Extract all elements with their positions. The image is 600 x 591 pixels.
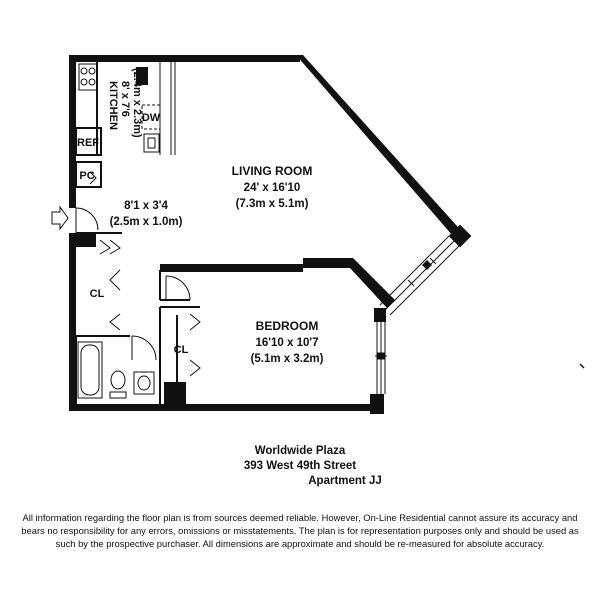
living-room-dim-metric: (7.3m x 5.1m) [235, 198, 309, 210]
bedroom-closet-label: CL [173, 344, 189, 356]
hall-post-top [76, 233, 96, 247]
bath-sink [134, 372, 154, 394]
pantry-closet-label: PC [79, 170, 95, 182]
diagonal-wall-bedroom [303, 258, 395, 308]
entry-arrow-icon [52, 207, 68, 229]
bath-post [164, 382, 186, 404]
living-room-dim: 24' x 16'10 [243, 182, 301, 194]
disclaimer-text: All information regarding the floor plan is from sources deemed reliable. However, On-Line Residential cannot assure its accuracy and bears no responsibility for any errors, omissions or misstatements. The plan is for representation purposes only and should be used as such by the prospective purchaser. All dimensions are approximate and should be re-measured for absolute accuracy. [21, 512, 579, 549]
kitchen-label [107, 68, 143, 138]
toilet [110, 371, 126, 398]
stove [79, 64, 97, 90]
wall-mark [580, 364, 584, 368]
kitchen-name: KITCHEN [107, 81, 119, 130]
bedroom-dim: 16'10 x 10'7 [255, 337, 319, 349]
dishwasher-label: DW [141, 112, 161, 124]
bedroom-dim-metric: (5.1m x 3.2m) [250, 353, 324, 365]
foyer-dim: 8'1 x 3'4 [124, 200, 168, 212]
bedroom-name: BEDROOM [255, 319, 319, 333]
window-bedroom [375, 320, 387, 394]
bathtub [78, 342, 102, 398]
kitchen-dim: 8' x 7'6 [119, 81, 131, 117]
kitchen-dim-metric: (2.4m x 2.3m) [131, 68, 143, 138]
window-diagonal [380, 236, 459, 315]
living-room-name: LIVING ROOM [231, 164, 313, 178]
bedroom-partition-wall [160, 264, 303, 272]
diagonal-wall-top [296, 55, 466, 243]
foyer-dim-metric: (2.5m x 1.0m) [109, 216, 183, 228]
building-name: Worldwide Plaza [254, 445, 346, 457]
street-address: 393 West 49th Street [243, 460, 357, 472]
bedroom-door [166, 276, 190, 300]
bath-door [132, 336, 156, 360]
apartment-unit: Apartment JJ [308, 475, 382, 487]
hall-closet-label: CL [89, 288, 105, 300]
refrigerator-label: REF [77, 137, 99, 149]
entry-door [76, 208, 98, 233]
address-block [0, 444, 600, 489]
